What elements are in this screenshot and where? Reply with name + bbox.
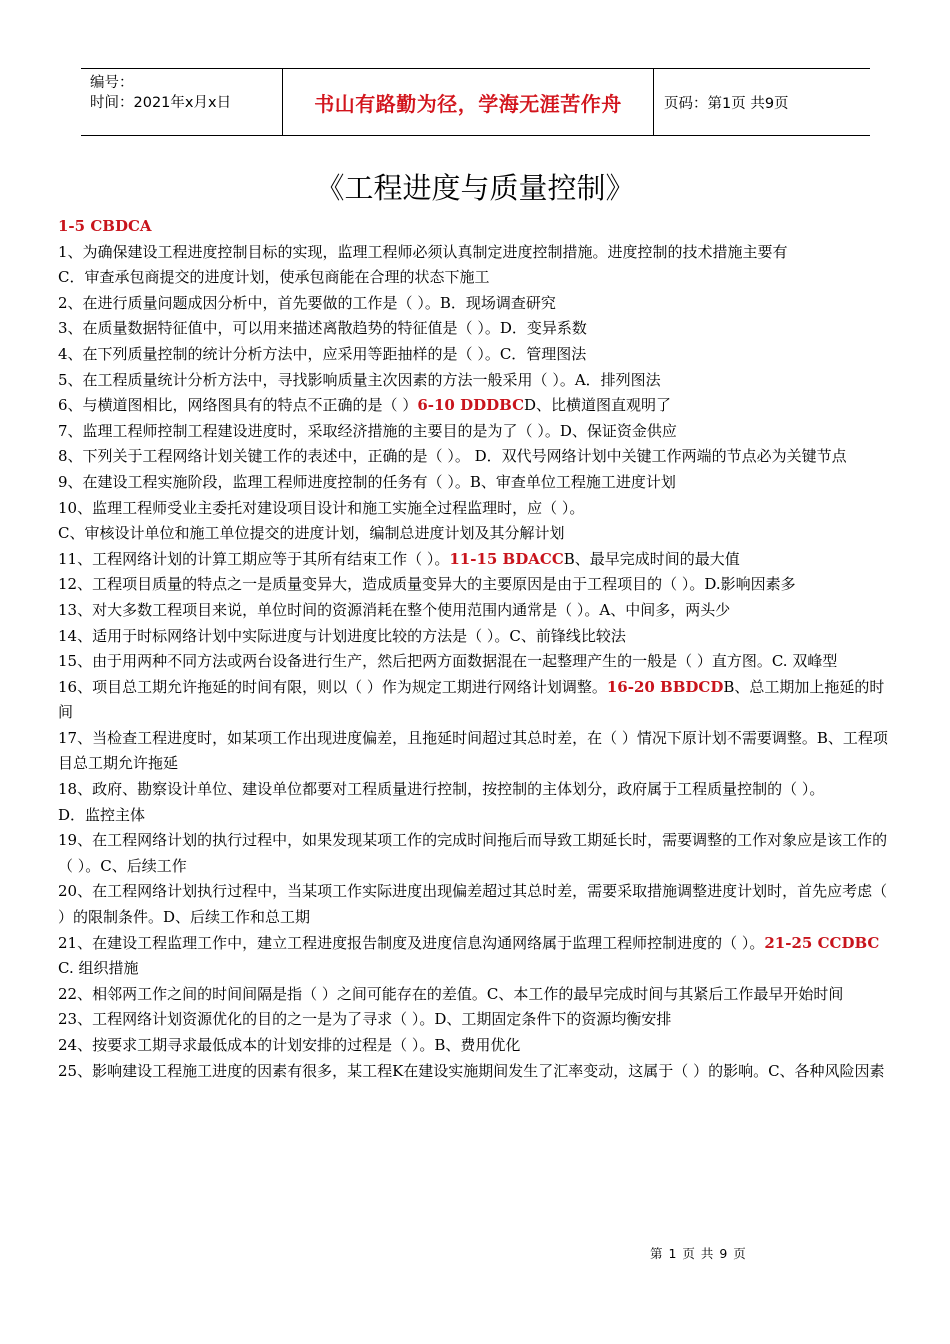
question-line <box>58 777 893 803</box>
question-text: 25、影响建设工程施工进度的因素有很多，某工程K在建设实施期间发生了汇率变动，这属于（ ）的影响。C、各种风险因素 <box>58 1061 885 1080</box>
question-line <box>58 982 893 1008</box>
question-text: 23、工程网络计划资源优化的目的之一是为了寻求（ ）。D、工期固定条件下的资源均衡安排 <box>58 1010 672 1029</box>
question-line <box>58 444 893 470</box>
question-line <box>58 828 893 879</box>
question-text: 8、下列关于工程网络计划关键工作的表述中，正确的是（ ）。 D．双代号网络计划中关键工作两端的节点必为关键节点 <box>58 447 847 466</box>
answer-key: 21-25 CCDBC <box>764 933 880 952</box>
header-left-cell <box>81 69 283 135</box>
question-line <box>58 675 893 726</box>
question-text: 15、由于用两种不同方法或两台设备进行生产，然后把两方面数据混在一起整理产生的一般是（ ）直方图。C. 双峰型 <box>58 652 838 671</box>
question-text: 6、与横道图相比，网络图具有的特点不正确的是（ ） <box>58 396 418 415</box>
answer-key: 11-15 BDACC <box>449 549 564 568</box>
question-line <box>58 316 893 342</box>
question-text: 20、在工程网络计划执行过程中，当某项工作实际进度出现偏差超过其总时差，需要采取措施调整进度计划时，首先应考虑（ ）的限制条件。D、后续工作和总工期 <box>58 882 888 927</box>
question-line <box>58 931 893 982</box>
question-text: 19、在工程网络计划的执行过程中，如果发现某项工作的完成时间拖后而导致工期延长时，需要调整的工作对象应是该工作的（ ）。C、后续工作 <box>58 831 888 875</box>
question-line <box>58 470 893 496</box>
question-line <box>58 342 893 368</box>
page-title: 《工程进度与质量控制》 <box>315 171 635 205</box>
question-line <box>58 726 893 777</box>
question-text: 22、相邻两工作之间的时间间隔是指（ ）之间可能存在的差值。C、本工作的最早完成时间与其紧后工作最早开始时间 <box>58 984 844 1003</box>
answer-text: B、最早完成时间的最大值 <box>563 549 740 568</box>
question-line <box>58 572 893 598</box>
doc-number-label: 编号： <box>90 75 134 91</box>
question-line <box>58 803 893 829</box>
answer-text: D、比横道图直观明了 <box>524 396 672 415</box>
answer-text: B、总工期加上拖延的时间 <box>58 677 885 722</box>
question-list <box>58 214 893 1084</box>
question-text: 11、工程网络计划的计算工期应等于其所有结束工作（ ）。 <box>58 549 450 568</box>
question-text: 3、在质量数据特征值中，可以用来描述离散趋势的特征值是（ ）。D．变异系数 <box>58 319 587 338</box>
question-line <box>58 419 893 445</box>
question-text: 10、监理工程师受业主委托对建设项目设计和施工实施全过程监理时，应（ ）。 <box>58 498 585 517</box>
question-line <box>58 624 893 650</box>
question-line <box>58 521 893 547</box>
answer-key: 6-10 DDDBC <box>417 396 525 415</box>
question-text: 24、按要求工期寻求最低成本的计划安排的过程是（ ）。B、费用优化 <box>58 1036 521 1054</box>
header-page-info: 页码：第1页 共9页 <box>664 95 789 112</box>
question-text: C、审核设计单位和施工单位提交的进度计划，编制总进度计划及其分解计划 <box>58 524 565 543</box>
question-line <box>58 1007 893 1033</box>
question-text: 13、对大多数工程项目来说，单位时间的资源消耗在整个使用范围内通常是（ ）。A、中间多，两头少 <box>58 600 731 619</box>
question-text: 7、监理工程师控制工程建设进度时，采取经济措施的主要目的是为了（ ）。D、保证资金供应 <box>58 421 677 440</box>
doc-time-label: 时间：2021年x月x日 <box>90 95 232 111</box>
question-text: 5、在工程质量统计分析方法中，寻找影响质量主次因素的方法一般采用（ ）。A．排列图法 <box>58 370 661 389</box>
answer-key: 1-5 CBDCA <box>58 217 152 235</box>
question-line <box>58 649 893 675</box>
question-text: 18、政府、勘察设计单位、建设单位都要对工程质量进行控制，按控制的主体划分，政府属于工程质量控制的（ ）。 <box>58 780 825 799</box>
question-line <box>58 598 893 624</box>
answer-text: C. 组织措施 <box>58 959 139 978</box>
answer-key: 16-20 BBDCD <box>606 677 724 696</box>
question-line <box>58 879 893 930</box>
question-line <box>58 214 893 240</box>
question-line <box>58 240 893 266</box>
question-text: 9、在建设工程实施阶段，监理工程师进度控制的任务有（ ）。B、审查单位工程施工进度计划 <box>58 472 676 491</box>
question-text: D．监控主体 <box>58 805 146 824</box>
header-motto: 书山有路勤为径，学海无涯苦作舟 <box>283 69 654 135</box>
question-text: 4、在下列质量控制的统计分析方法中，应采用等距抽样的是（ ）。C．管理图法 <box>58 344 587 363</box>
question-line <box>58 1033 893 1059</box>
question-text: C．审查承包商提交的进度计划，使承包商能在合理的状态下施工 <box>58 268 490 287</box>
question-text: 1、为确保建设工程进度控制目标的实现，监理工程师必须认真制定进度控制措施。进度控制的技术措施主要有 <box>58 242 788 261</box>
question-line <box>58 547 893 573</box>
page-footer: 第 1 页 共 9 页 <box>650 1246 747 1261</box>
question-line <box>58 265 893 291</box>
question-text: 16、项目总工期允许拖延的时间有限，则以（ ）作为规定工期进行网络计划调整。 <box>58 677 607 696</box>
question-line <box>58 496 893 522</box>
question-text: 12、工程项目质量的特点之一是质量变异大，造成质量变异大的主要原因是由于工程项目的（ ）。D.影响因素多 <box>58 575 796 594</box>
question-line <box>58 393 893 419</box>
page-header <box>81 68 870 136</box>
question-line <box>58 1059 893 1085</box>
question-text: 2、在进行质量问题成因分析中，首先要做的工作是（ ）。B．现场调查研究 <box>58 293 556 312</box>
question-line <box>58 291 893 317</box>
question-text: 21、在建设工程监理工作中，建立工程进度报告制度及进度信息沟通网络属于监理工程师控制进度的（ ）。 <box>58 933 765 952</box>
question-text: 17、当检查工程进度时，如某项工作出现进度偏差，且拖延时间超过其总时差，在（ ）情况下原计划不需要调整。B、工程项目总工期允许拖延 <box>58 728 888 773</box>
question-line <box>58 368 893 394</box>
question-text: 14、适用于时标网络计划中实际进度与计划进度比较的方法是（ ）。C、前锋线比较法 <box>58 626 626 645</box>
